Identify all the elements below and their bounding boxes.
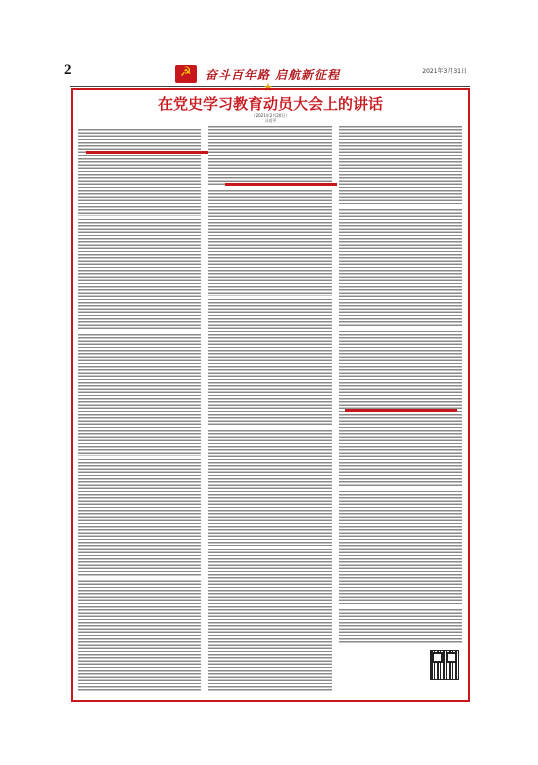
- highlight-bar-1: [86, 151, 208, 154]
- star-icon: ★: [263, 81, 273, 94]
- highlight-bar-2: [225, 183, 337, 186]
- issue-date: 2021年3月31日: [422, 68, 467, 75]
- article-author: 习近平: [264, 118, 277, 123]
- masthead-slogan: 奋斗百年路 启航新征程: [205, 67, 341, 82]
- page-number: 2: [64, 62, 72, 78]
- article-date-line: （2021年2月20日）: [251, 113, 290, 118]
- highlight-bar-3: [345, 409, 457, 412]
- article-title: 在党史学习教育动员大会上的讲话: [157, 95, 383, 113]
- party-emblem-icon: [175, 65, 197, 83]
- text-column-1: [78, 126, 201, 696]
- qr-code-icon: [430, 650, 459, 680]
- text-column-2: [208, 126, 331, 696]
